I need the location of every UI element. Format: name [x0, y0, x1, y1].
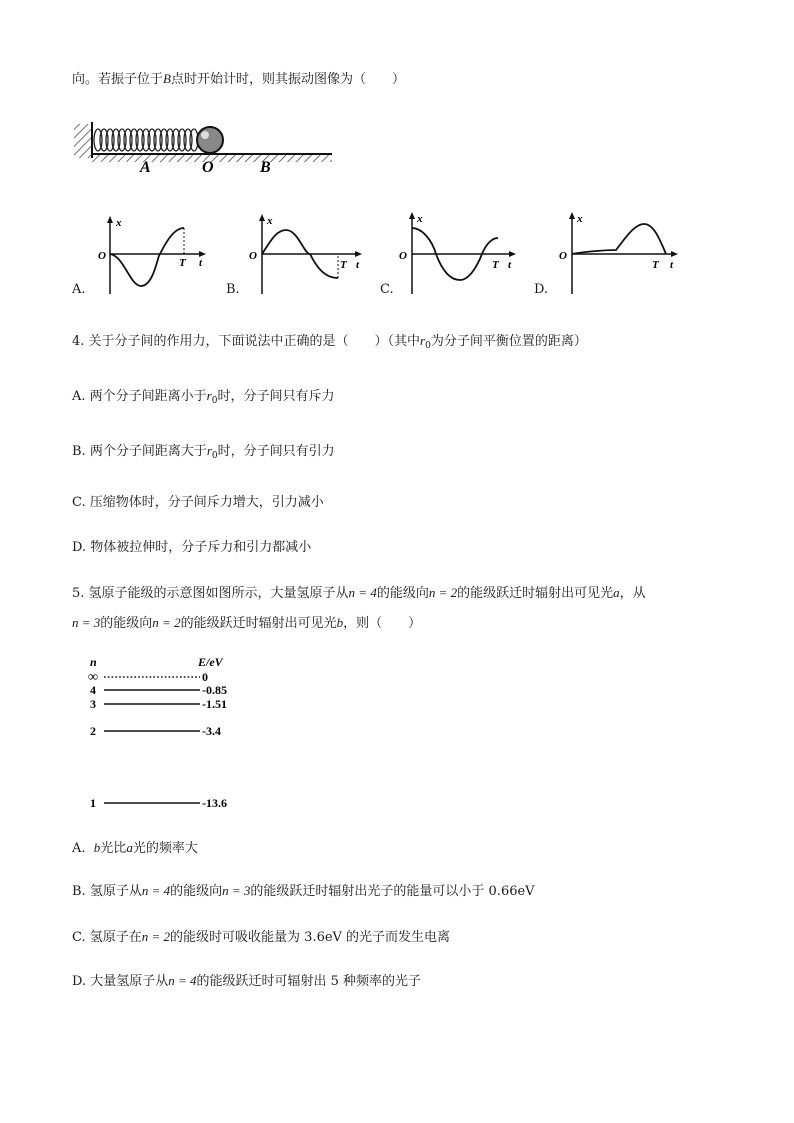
q4-option-c: C. 压缩物体时，分子间斥力增大，引力减小: [72, 495, 324, 510]
q4-option-a-tail: 时，分子间只有斥力: [217, 389, 335, 404]
q3-stem-point: B: [163, 71, 171, 86]
q5-option-a-text: 光比: [100, 841, 127, 856]
spring-label-o: O: [202, 159, 214, 176]
graph-c-x-label: x: [417, 213, 423, 225]
q5-stem-line2: [72, 612, 421, 631]
spring-oscillator-figure: [74, 112, 336, 176]
diagram-e-label: E/eV: [198, 655, 223, 669]
q4-r: r: [420, 333, 426, 348]
q5-option-c-text: C. 氢原子在: [72, 930, 142, 945]
q4-option-b-text: B. 两个分子间距离大于: [72, 444, 207, 459]
q5-option-b-tail: 的能级跃迁时辐射出光子的能量可以小于 0.66eV: [250, 884, 535, 899]
q5-l2-n3: n = 3: [72, 615, 101, 630]
q4-option-a-text: A. 两个分子间距离小于: [72, 389, 207, 404]
q3-stem: [72, 68, 405, 87]
q5-option-a-tail: 光的频率大: [132, 841, 198, 856]
graph-d-x-label: x: [577, 213, 583, 225]
q3-stem-text-a: 向。若振子位于: [72, 72, 164, 87]
q5-l1-d: ，从: [619, 586, 646, 601]
energy-level-diagram: [82, 652, 252, 814]
graph-c-period: T: [492, 259, 499, 271]
diagram-n-label: n: [90, 655, 97, 669]
q5-option-c: [72, 926, 450, 945]
q5-option-b-mid: 的能级向: [170, 884, 223, 899]
q5-option-b-n4: n = 4: [141, 883, 171, 898]
graph-option-d: [556, 210, 682, 298]
graph-option-b: [246, 212, 366, 298]
graph-option-c: [396, 210, 520, 298]
q4-stem: [72, 330, 587, 351]
graph-a-origin: O: [98, 250, 106, 262]
q4-option-a-r-sub: 0: [211, 396, 218, 406]
q5-l1-a: 5. 氢原子能级的示意图如图所示，大量氢原子从: [72, 586, 349, 601]
q5-option-d: [72, 970, 421, 989]
q5-option-b-text: B. 氢原子从: [72, 884, 142, 899]
spring-label-a: A: [140, 159, 151, 176]
q5-l2-n2: n = 2: [152, 615, 181, 630]
q3-stem-text-b: 点时开始计时，则其振动图像为（ ）: [170, 72, 405, 87]
q5-l1-b: 的能级向: [376, 586, 429, 601]
q5-option-a-b: b: [93, 840, 101, 855]
q4-option-a: [72, 385, 334, 406]
q5-option-a-label: A.: [72, 841, 86, 856]
q5-l1-n2: n = 2: [428, 585, 458, 600]
oscillator-ball: [197, 127, 223, 153]
level-3-e: -1.51: [202, 697, 227, 711]
q5-l2-light-b: b: [336, 615, 344, 630]
option-d-label: D.: [534, 282, 549, 297]
q5-l1-light-a: a: [613, 585, 620, 600]
q5-stem-line1: [72, 582, 646, 601]
graph-b-t: t: [356, 259, 360, 271]
graph-a-x-label: x: [116, 217, 122, 229]
level-3-n: 3: [90, 697, 96, 711]
q5-l2-b: 的能级跃迁时辐射出可见光: [180, 616, 337, 631]
option-a-label: A.: [72, 282, 86, 297]
level-2-e: -3.4: [202, 724, 221, 738]
level-inf-n: ∞: [88, 670, 98, 685]
q5-option-a-a: a: [126, 840, 133, 855]
q4-option-b-tail: 时，分子间只有引力: [217, 444, 335, 459]
q4-option-a-r: r: [206, 388, 212, 403]
q5-l1-n4: n = 4: [348, 585, 377, 600]
option-b-label: B.: [226, 282, 240, 297]
graph-b-origin: O: [249, 250, 257, 262]
q5-l1-c: 的能级跃迁时辐射出可见光: [457, 586, 614, 601]
level-inf-e: 0: [202, 670, 208, 684]
graph-d-origin: O: [559, 250, 567, 262]
q4-option-d: D. 物体被拉伸时，分子斥力和引力都减小: [72, 540, 312, 555]
q5-option-b-n3: n = 3: [222, 883, 251, 898]
level-1-n: 1: [90, 796, 96, 810]
graph-d-period: T: [652, 259, 659, 271]
q4-stem-a: 4. 关于分子间的作用力，下面说法中正确的是（ ）（其中: [72, 334, 421, 349]
graph-option-a: [96, 214, 214, 298]
graph-b-x-label: x: [267, 215, 273, 227]
level-2-n: 2: [90, 724, 96, 738]
graph-d-t: t: [670, 259, 674, 271]
level-1-e: -13.6: [202, 796, 227, 810]
q4-r-sub: 0: [425, 341, 431, 351]
q4-option-b-r: r: [206, 443, 212, 458]
q5-option-d-tail: 的能级跃迁时可辐射出 5 种频率的光子: [196, 974, 422, 989]
q4-option-b: [72, 440, 335, 461]
spring-label-b: B: [260, 159, 271, 176]
option-c-label: C.: [380, 282, 394, 297]
q5-option-b: [72, 880, 535, 899]
graph-b-period: T: [340, 259, 347, 271]
q4-stem-b: 为分子间平衡位置的距离）: [430, 334, 587, 349]
q5-l2-c: ，则（ ）: [343, 616, 422, 631]
graph-a-t: t: [199, 257, 203, 269]
q5-option-d-text: D. 大量氢原子从: [72, 974, 169, 989]
graph-c-t: t: [508, 259, 512, 271]
spring-coil: [94, 129, 198, 151]
level-4-e: -0.85: [202, 683, 227, 697]
graph-c-origin: O: [399, 250, 407, 262]
level-4-n: 4: [90, 683, 96, 697]
q5-option-c-tail: 的能级时可吸收能量为 3.6eV 的光子而发生电离: [170, 930, 451, 945]
q5-option-a: [72, 837, 198, 856]
graph-a-period: T: [179, 257, 186, 269]
q4-option-b-r-sub: 0: [211, 451, 218, 461]
q5-option-d-n4: n = 4: [168, 973, 197, 988]
q5-option-c-n2: n = 2: [141, 929, 171, 944]
q5-l2-a: 的能级向: [100, 616, 153, 631]
